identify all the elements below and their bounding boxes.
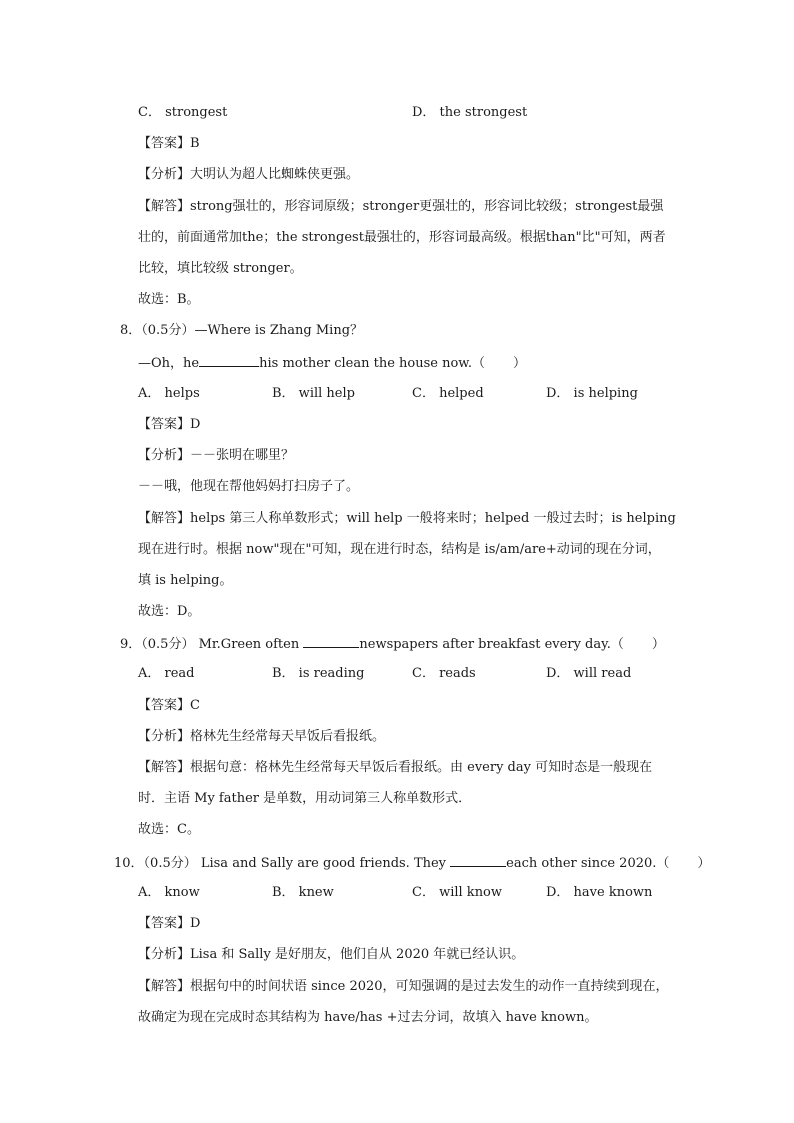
q10-stem-part-3: ）	[697, 856, 711, 871]
q10-stem	[114, 853, 710, 873]
q8-stem-part-2: his mother clean the house now.（	[259, 356, 486, 371]
q9-solution-line-2: 时．主语 My father 是单数，用动词第三人称单数形式．	[138, 791, 472, 806]
q10-option-b: B． knew	[272, 885, 334, 900]
q8-option-b: B． will help	[272, 386, 355, 401]
q10-option-c: C． will know	[412, 885, 503, 900]
q9-stem	[120, 634, 665, 654]
q10-solution-line-1: 【解答】根据句中的时间状语 since 2020，可知强调的是过去发生的动作一直持续到现在，	[138, 979, 669, 994]
q9-option-d: D． will read	[546, 666, 632, 681]
q10-blank	[450, 853, 506, 867]
q9-choose: 故选：C。	[138, 822, 200, 837]
q7-solution-line-1: 【解答】strong强壮的，形容词原级；stronger更强壮的，形容词比较级；strongest最强	[138, 199, 664, 214]
q8-answer: 【答案】D	[138, 417, 201, 432]
q8-solution-line-2: 现在进行时。根据 now"现在"可知，现在进行时态，结构是 is/am/are+动词的现在分词，	[138, 542, 661, 557]
q8-stem-line-2	[138, 353, 526, 373]
q7-choose: 故选：B。	[138, 292, 200, 307]
q8-option-c: C． helped	[412, 386, 484, 401]
q7-analysis: 【分析】大明认为超人比蜘蛛侠更强。	[138, 167, 360, 182]
q7-solution-line-2: 壮的，前面通常加the；the strongest最强壮的，形容词最高级。根据than"比"可知，两者	[138, 230, 666, 245]
q8-analysis-line-1: 【分析】－－张明在哪里？	[138, 448, 295, 463]
q8-option-d: D． is helping	[546, 386, 638, 401]
q9-answer: 【答案】C	[138, 698, 200, 713]
q7-option-d: D． the strongest	[412, 105, 528, 120]
q8-stem-part-1: —Oh，he	[138, 356, 200, 371]
q9-analysis: 【分析】格林先生经常每天早饭后看报纸。	[138, 729, 386, 744]
q8-stem-line-1: 8．（0.5分）—Where is Zhang Ming？	[120, 323, 364, 338]
q9-option-c: C． reads	[412, 666, 476, 681]
q9-option-a: A． read	[138, 666, 195, 681]
q9-solution-line-1: 【解答】根据句意：格林先生经常每天早饭后看报纸。由 every day 可知时态是一般现在	[138, 760, 653, 775]
q10-option-d: D． have known	[546, 885, 653, 900]
q10-answer: 【答案】D	[138, 916, 201, 931]
q10-stem-part-1: 10．（0.5分） Lisa and Sally are good friends. They	[114, 856, 447, 871]
q7-solution-line-3: 比较，填比较级 stronger。	[138, 261, 303, 276]
q9-option-b: B． is reading	[272, 666, 365, 681]
q8-stem-part-3: ）	[513, 356, 527, 371]
q10-option-a: A． know	[138, 885, 200, 900]
q9-stem-part-3: ）	[651, 637, 665, 652]
q8-solution-line-3: 填 is helping。	[138, 573, 233, 588]
q10-solution-line-2: 故确定为现在完成时态其结构为 have/has +过去分词，故填入 have known。	[138, 1010, 598, 1025]
q9-blank	[303, 634, 359, 648]
q8-solution-line-1: 【解答】helps 第三人称单数形式；will help 一般将来时；helped 一般过去时；is helping	[138, 511, 676, 526]
q7-option-c: C． strongest	[138, 105, 228, 120]
q8-blank	[199, 353, 259, 367]
q8-choose: 故选：D。	[138, 604, 201, 619]
q10-analysis: 【分析】Lisa 和 Sally 是好朋友，他们自从 2020 年就已经认识。	[138, 947, 525, 962]
q8-option-a: A． helps	[138, 386, 200, 401]
q8-analysis-line-2: －－哦，他现在帮他妈妈打扫房子了。	[138, 479, 360, 494]
q9-stem-part-2: newspapers after breakfast every day.（	[359, 637, 624, 652]
q10-stem-part-2: each other since 2020.（	[506, 856, 670, 871]
q9-stem-part-1: 9．（0.5分） Mr.Green often	[120, 637, 300, 652]
q7-answer: 【答案】B	[138, 136, 200, 151]
